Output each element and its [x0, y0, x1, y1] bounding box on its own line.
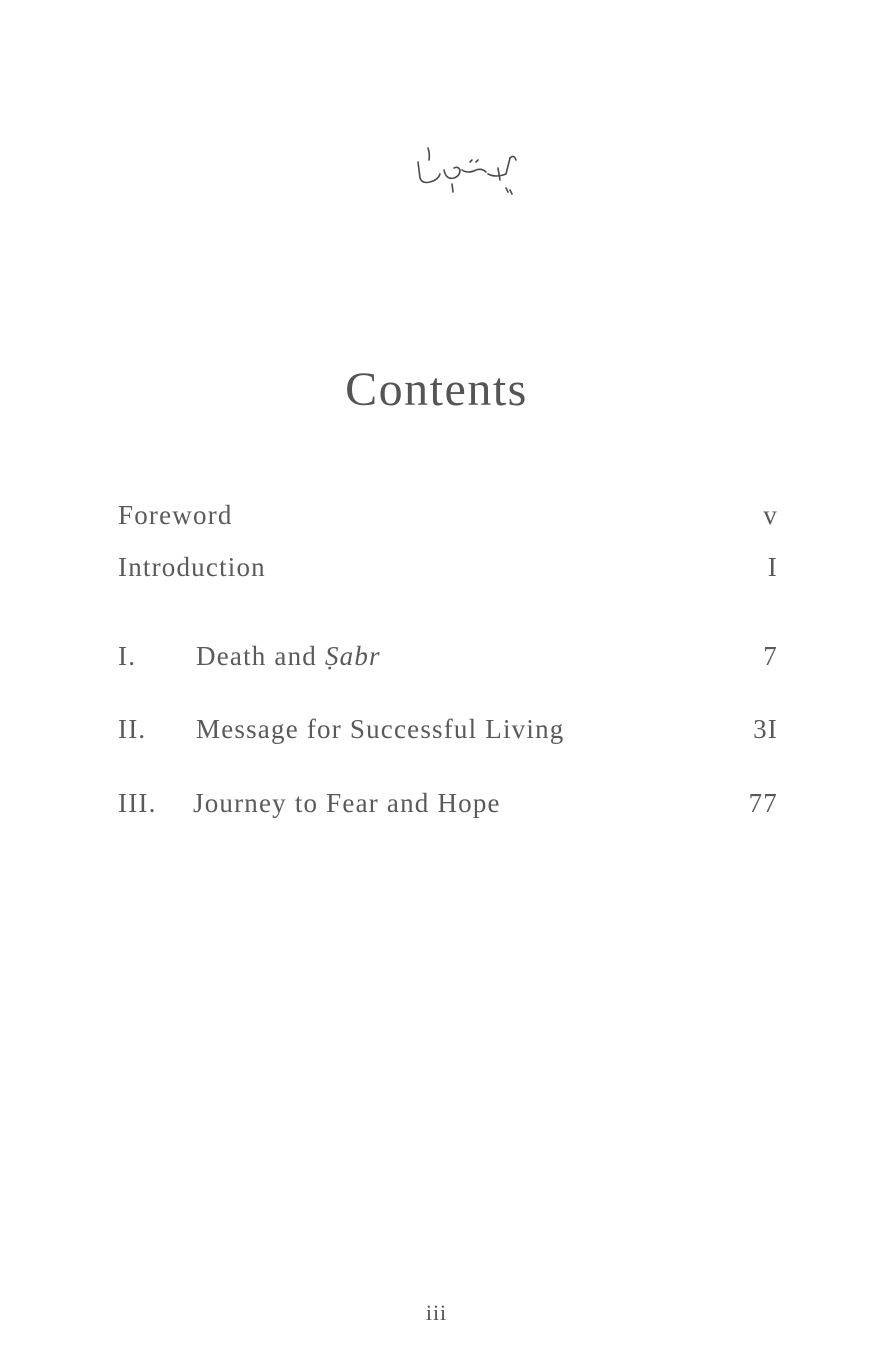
calligraphy-invocation	[410, 140, 520, 200]
toc-entry-page: 77	[748, 788, 778, 818]
chapter-title	[196, 714, 564, 745]
chapter-title-text: Message for Successful Living	[196, 714, 565, 744]
toc-entry-introduction	[118, 552, 778, 588]
toc-entry-label: Introduction	[118, 552, 266, 582]
chapter-title-text: Death and	[196, 641, 325, 671]
toc-entry-page: I	[767, 552, 778, 582]
chapter-numeral: II.	[118, 714, 147, 744]
toc-entry-page: 7	[763, 641, 778, 671]
page-title: Contents	[345, 363, 528, 416]
toc-entry-page: 3I	[753, 714, 778, 744]
page-number: iii	[425, 1300, 448, 1325]
toc-entry-chapter-3	[118, 788, 778, 824]
chapter-title-text: Journey to Fear and Hope	[193, 788, 501, 818]
toc-entry-chapter-2	[118, 714, 778, 750]
toc-entry-page: v	[763, 500, 778, 530]
chapter-numeral: I.	[118, 641, 137, 671]
chapter-title	[196, 641, 381, 672]
chapter-numeral: III.	[118, 788, 157, 818]
toc-entry-chapter-1	[118, 641, 778, 677]
toc-entry-foreword	[118, 500, 778, 536]
chapter-title-italic: Ṣabr	[324, 641, 381, 671]
toc-entry-label: Foreword	[118, 500, 233, 530]
chapter-title	[193, 788, 501, 819]
